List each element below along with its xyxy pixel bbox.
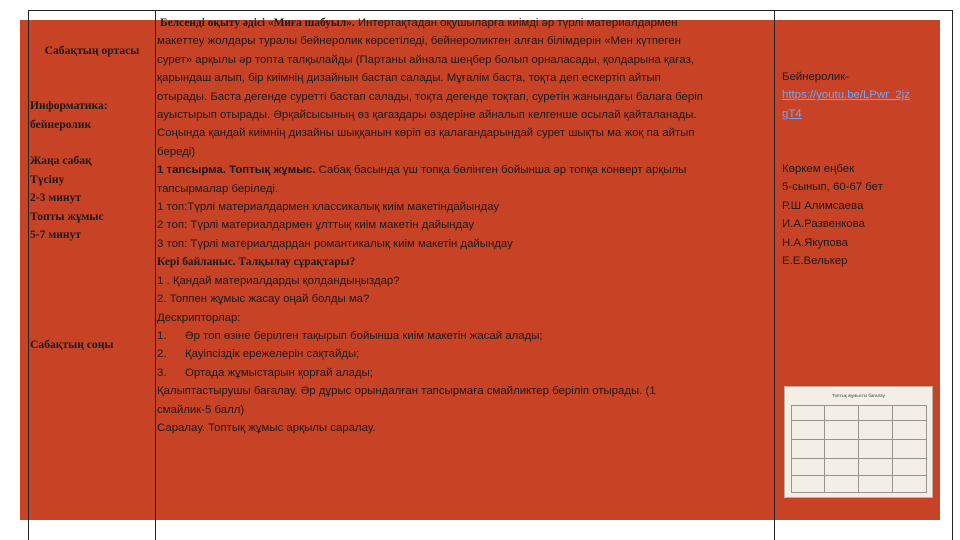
video-label: Бейнеролик- (782, 71, 850, 83)
table-top-border (28, 10, 953, 11)
task-line-0: Сабақ басында үш топқа бөлінген бойынша әр топқа конверт арқылы (318, 164, 687, 177)
thumbnail-cell (791, 458, 825, 476)
thumbnail-grid (791, 405, 925, 491)
thumbnail-cell (791, 405, 825, 421)
left-column (30, 42, 154, 355)
thumbnail-cell (824, 458, 859, 476)
descriptor-3-num: 3. (157, 366, 167, 379)
understanding-time: 2-3 минут (30, 191, 82, 205)
thumbnail-title: Топтық жұмысты бағалау (832, 393, 885, 398)
thumbnail-cell (858, 475, 893, 493)
thumbnail-cell (824, 405, 859, 421)
thumbnail-cell (791, 439, 825, 459)
method-paragraph (157, 14, 769, 32)
topic-line-1: Информатика: (30, 99, 108, 113)
descriptor-2-text: Қауіпсіздік ережелерін сақтайды; (185, 348, 360, 361)
descriptor-1 (157, 327, 769, 345)
section-middle-label: Сабақтың ортасы (44, 44, 140, 57)
group-work-time: 5-7 минут (30, 228, 82, 242)
feedback-title: Кері байланыс. Талқылау сұрақтары? (157, 256, 356, 269)
method-line-7: береді) (157, 145, 196, 158)
descriptor-3 (157, 364, 769, 382)
thumbnail-cell (824, 475, 859, 493)
video-link-continued[interactable]: gT4 (782, 107, 802, 120)
thumbnail-cell (858, 458, 893, 476)
table-border-col2 (774, 10, 775, 540)
author-3: Н.А.Якупова (782, 236, 848, 249)
author-4: Е.Е.Велькер (782, 255, 848, 268)
thumbnail-cell (824, 439, 859, 459)
question-1: 1 . Қандай материалдарды қолдандыңыздар? (157, 274, 400, 287)
video-link[interactable]: https://youtu.be/LPwr_2jz (782, 89, 910, 102)
method-line-1: макеттеу жолдары туралы бейнеролик көрсетіледі, бейнероликтен алған білімдерін «Мен күтпеген (157, 35, 681, 48)
group-1: 1 топ:Түрлі материалдармен классикалық киім макетіндайындау (157, 201, 500, 214)
middle-column (157, 14, 769, 437)
descriptor-3-text: Ортада жұмыстарын қорғай алады; (185, 366, 373, 379)
task-line-1: тапсырмалар беріледі. (157, 182, 279, 195)
descriptor-2-num: 2. (157, 348, 167, 361)
method-line-5: ауыстырып отырады. Әрқайсысының өз қағаздары өздеріне айналып келгенше осылай қайталанады. (157, 109, 697, 122)
section-end-label: Сабақтың соңы (30, 338, 114, 352)
method-line-6: Соңында қандай киімнің дизайны шыққанын көріп өз қалағандарындай сурет шықты ма жоқ па айтып (157, 127, 695, 140)
understanding-label: Түсіну (30, 172, 65, 186)
method-line-3: қарындаш алып, бір киімнің дизайнын бастап салады. Мұғалім баста, тоқта деп ескертіп айтып (157, 72, 661, 85)
thumbnail-cell (892, 458, 927, 476)
group-work-label: Топты жұмыс (30, 209, 104, 223)
group-3: 3 топ: Түрлі материалдардан романтикалық киім макетін дайындау (157, 237, 513, 250)
lesson-type: Жаңа сабақ (30, 154, 92, 168)
method-line-2: сурет» арқылы әр топта талқылайды (Партаны айнала шеңбер болып орналасады, қолдарына қағаз, (157, 53, 694, 66)
thumbnail-cell (892, 475, 927, 493)
author-2: И.А.Развенкова (782, 218, 866, 231)
descriptor-2 (157, 345, 769, 363)
thumbnail-cell (858, 405, 893, 421)
method-line-4: отырады. Баста дегенде суретті бастап салады, тоқта дегенде тоқтап, суретін жанындағы балаға беріп (157, 90, 703, 103)
assessment-table-thumbnail (784, 386, 933, 498)
thumbnail-cell (858, 439, 893, 459)
thumbnail-cell (824, 420, 859, 440)
table-border-right (952, 10, 953, 540)
task-paragraph (157, 161, 769, 179)
method-line-0: Интертақтадан оқушыларға киімді әр түрлі материалдармен (357, 17, 678, 29)
question-2: 2. Топпен жұмыс жасау оңай болды ма? (157, 293, 370, 306)
method-title: Белсенді оқыту әдісі «Миға шабуыл». (160, 17, 355, 29)
book-title: Көркем еңбек (782, 163, 855, 175)
descriptor-1-text: Әр топ өзіне берілген тақырып бойынша киім макетін жасай алады; (185, 329, 543, 342)
sorting-line: Саралау. Топтық жұмыс арқылы саралау. (157, 421, 376, 434)
book-grade: 5-сынып, 60-67 бет (782, 181, 883, 194)
descriptor-1-num: 1. (157, 329, 167, 342)
thumbnail-cell (892, 439, 927, 459)
thumbnail-cell (892, 405, 927, 421)
topic-line-2: бейнеролик (30, 117, 92, 131)
thumbnail-cell (791, 475, 825, 493)
assessment-line-1: Қалыптастырушы бағалау. Әр дұрыс орындалған тапсырмаға смайликтер беріліп отырады. (1 (157, 385, 656, 398)
right-column (782, 68, 942, 270)
descriptors-title: Дескрипторлар: (157, 311, 241, 324)
table-border-col1 (155, 10, 156, 540)
thumbnail-cell (791, 420, 825, 440)
thumbnail-cell (892, 420, 927, 440)
thumbnail-cell (858, 420, 893, 440)
assessment-line-2: смайлик-5 балл) (157, 403, 245, 416)
author-1: Р.Ш Алимсаева (782, 199, 864, 212)
table-border-left (28, 10, 29, 540)
group-2: 2 топ: Түрлі материалдармен ұлттық киім макетін дайындау (157, 219, 475, 232)
task-title: 1 тапсырма. Топтық жұмыс. (157, 164, 316, 177)
